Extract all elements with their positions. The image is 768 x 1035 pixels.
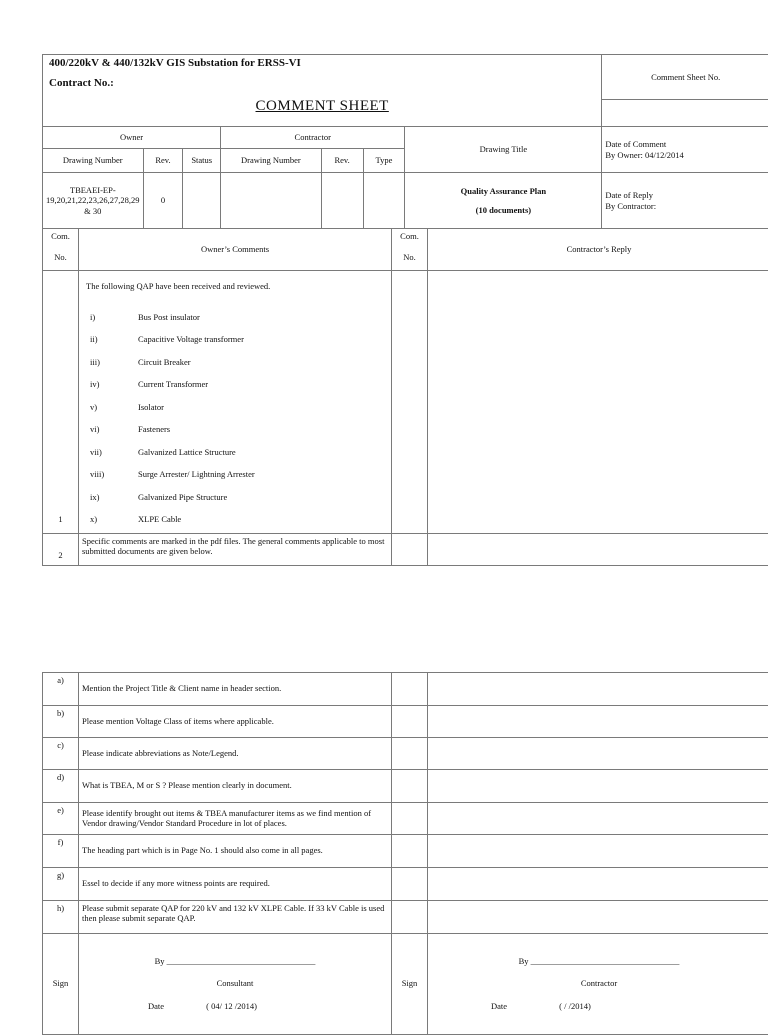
contractor-no-cell (392, 802, 428, 834)
general-comment-text: Mention the Project Title & Client name in header section. (79, 672, 392, 705)
sign-label: Sign (43, 933, 79, 1034)
list-item-text: XLPE Cable (138, 514, 181, 525)
list-item-num: vii) (82, 447, 138, 458)
consultant-label: Consultant (82, 978, 388, 989)
general-comment-text: Please mention Voltage Class of items where applicable. (79, 705, 392, 737)
qap-list (82, 306, 388, 531)
contractors-reply-header: Contractor’s Reply (428, 229, 768, 271)
owner-rev: 0 (143, 173, 183, 229)
comment-intro: The following QAP have been received and reviewed. (86, 281, 388, 292)
comment-no-1: 1 (43, 271, 79, 534)
no-label: No. (46, 252, 75, 263)
table-row (43, 900, 768, 933)
contractor-no-1 (392, 271, 428, 534)
contractor-reply-2[interactable] (428, 533, 768, 565)
date-of-comment-cell (602, 127, 768, 173)
owner-label: Owner (43, 127, 221, 149)
contractor-com-label: Com. (395, 231, 424, 242)
list-item (82, 396, 388, 419)
contractor-label: Contractor (221, 127, 405, 149)
contractor-com-no-header (392, 229, 428, 271)
list-item-text: Circuit Breaker (138, 357, 191, 368)
general-comment-no: c) (43, 737, 79, 769)
list-item (82, 418, 388, 441)
list-item (82, 463, 388, 486)
list-item-text: Surge Arrester/ Lightning Arrester (138, 469, 255, 480)
contractor-reply-cell[interactable] (428, 769, 768, 802)
list-item-num: vi) (82, 424, 138, 435)
contractor-reply-cell[interactable] (428, 672, 768, 705)
table-row (43, 867, 768, 900)
contractor-date-label: Date (491, 1001, 507, 1011)
contractor-no-cell (392, 737, 428, 769)
by-contractor-label: By Contractor: (605, 201, 766, 212)
contractor-type-label: Type (363, 149, 405, 173)
list-item (82, 373, 388, 396)
contractor-rev-label: Rev. (321, 149, 363, 173)
project-header (43, 55, 602, 127)
contractor-reply-cell[interactable] (428, 802, 768, 834)
consultant-date-line (82, 1001, 388, 1012)
owner-rev-label: Rev. (143, 149, 183, 173)
project-title: 400/220kV & 440/132kV GIS Substation for ERSS-VI (49, 57, 301, 71)
contractor-date-line (431, 1001, 767, 1012)
general-comment-no: h) (43, 900, 79, 933)
owners-comments-header: Owner’s Comments (79, 229, 392, 271)
contractor-no-label: No. (395, 252, 424, 263)
comment-sheet (42, 54, 768, 1035)
contractor-no-cell (392, 672, 428, 705)
general-comment-no: f) (43, 834, 79, 867)
consultant-by-line: By ___________________________________ (82, 956, 388, 967)
contractor-date-value: ( / /2014) (559, 1001, 591, 1011)
comments-table (42, 228, 768, 566)
general-comment-text: The heading part which is in Page No. 1 should also come in all pages. (79, 834, 392, 867)
list-item (82, 306, 388, 329)
list-item-num: v) (82, 402, 138, 413)
list-item-num: x) (82, 514, 138, 525)
list-item-num: ii) (82, 334, 138, 345)
consultant-date-value: ( 04/ 12 /2014) (206, 1001, 257, 1011)
list-item-num: iii) (82, 357, 138, 368)
drawing-title-label: Drawing Title (405, 127, 602, 173)
table-row (43, 769, 768, 802)
comment-row-1 (43, 271, 768, 534)
general-comment-no: g) (43, 867, 79, 900)
comment-text-2: Specific comments are marked in the pdf files. The general comments applicable to most submitted documents are given below. (79, 533, 392, 565)
contractor-no-2 (392, 533, 428, 565)
contractor-reply-cell[interactable] (428, 867, 768, 900)
date-of-reply-cell (602, 173, 768, 229)
contractor-reply-cell[interactable] (428, 737, 768, 769)
table-row (43, 737, 768, 769)
general-comment-text: Please identify brought out items & TBEA manufacturer items as we find mention of Vendor drawing/Vendor Standard Procedure in lot of places. (79, 802, 392, 834)
comment-sheet-no-cell (602, 55, 768, 127)
contract-no-label: Contract No.: (49, 77, 114, 91)
contractor-reply-cell[interactable] (428, 900, 768, 933)
list-item (82, 486, 388, 509)
contractor-reply-cell[interactable] (428, 834, 768, 867)
general-comment-text: Please indicate abbreviations as Note/Legend. (79, 737, 392, 769)
contractor-rev (321, 173, 363, 229)
contractor-no-cell (392, 769, 428, 802)
contractor-drawing-number (221, 173, 322, 229)
contractor-by-line: By ___________________________________ (431, 956, 767, 967)
list-item (82, 351, 388, 374)
general-comment-text: Essel to decide if any more witness points are required. (79, 867, 392, 900)
owner-status (183, 173, 221, 229)
comment-text-1 (79, 271, 392, 534)
general-comment-no: d) (43, 769, 79, 802)
signature-row (43, 933, 768, 1034)
contractor-reply-1[interactable] (428, 271, 768, 534)
list-item-text: Bus Post insulator (138, 312, 200, 323)
owner-drawing-number-label: Drawing Number (43, 149, 144, 173)
general-comments-table (42, 672, 768, 1035)
contractor-label: Contractor (431, 978, 767, 989)
contractor-drawing-number-label: Drawing Number (221, 149, 322, 173)
comment-row-2 (43, 533, 768, 565)
com-no-header (43, 229, 79, 271)
list-item-text: Current Transformer (138, 379, 208, 390)
contractor-no-cell (392, 867, 428, 900)
general-comment-no: a) (43, 672, 79, 705)
list-item-num: viii) (82, 469, 138, 480)
owner-status-label: Status (183, 149, 221, 173)
contractor-no-cell (392, 900, 428, 933)
general-comment-text: Please submit separate QAP for 220 kV and 132 kV XLPE Cable. If 33 kV Cable is used then please submit separate QAP. (79, 900, 392, 933)
consultant-sign-block[interactable] (79, 933, 392, 1034)
contractor-type (363, 173, 405, 229)
list-item-text: Fasteners (138, 424, 170, 435)
page-title: COMMENT SHEET (43, 97, 601, 116)
contractor-sign-label: Sign (392, 933, 428, 1034)
list-item (82, 441, 388, 464)
table-row (43, 705, 768, 737)
general-comment-no: b) (43, 705, 79, 737)
consultant-date-label: Date (148, 1001, 164, 1011)
owner-drawing-number: TBEAEI-EP-19,20,21,22,23,26,27,28,29 & 30 (43, 173, 144, 229)
list-item-text: Isolator (138, 402, 164, 413)
list-item-num: i) (82, 312, 138, 323)
list-item-text: Galvanized Pipe Structure (138, 492, 227, 503)
list-item-num: iv) (82, 379, 138, 390)
com-label: Com. (46, 231, 75, 242)
contractor-no-cell (392, 705, 428, 737)
list-item-text: Galvanized Lattice Structure (138, 447, 236, 458)
contractor-sign-block[interactable] (428, 933, 768, 1034)
page-gap (42, 566, 768, 672)
drawing-title-value-cell (405, 173, 602, 229)
by-owner-date: By Owner: 04/12/2014 (605, 150, 766, 161)
date-of-reply-label: Date of Reply (605, 190, 766, 201)
list-item (82, 508, 388, 531)
drawing-title-sub: (10 documents) (408, 205, 598, 216)
drawing-title-value: Quality Assurance Plan (408, 186, 598, 197)
date-of-comment-label: Date of Comment (605, 139, 766, 150)
list-item-text: Capacitive Voltage transformer (138, 334, 244, 345)
list-item-num: ix) (82, 492, 138, 503)
list-item (82, 328, 388, 351)
comment-no-2: 2 (43, 533, 79, 565)
contractor-reply-cell[interactable] (428, 705, 768, 737)
contractor-no-cell (392, 834, 428, 867)
table-row (43, 672, 768, 705)
header-table (42, 54, 768, 229)
table-row (43, 802, 768, 834)
general-comment-no: e) (43, 802, 79, 834)
table-row (43, 834, 768, 867)
comment-sheet-no-value[interactable] (602, 100, 768, 126)
comment-sheet-no-label: Comment Sheet No. (602, 55, 768, 100)
general-comment-text: What is TBEA, M or S ? Please mention clearly in document. (79, 769, 392, 802)
